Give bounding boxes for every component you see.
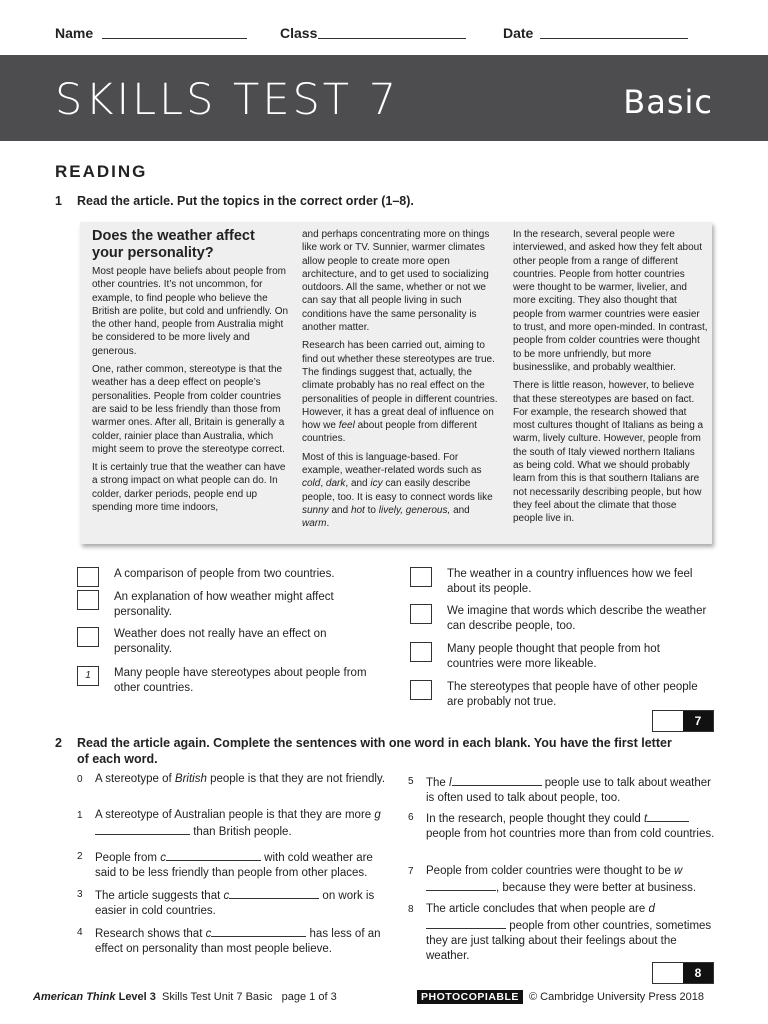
question-instruction: Read the article again. Complete the sentences with one word in each blank. You have the first letter of each word. <box>77 736 672 766</box>
topic-text: Weather does not really have an effect on personality. <box>114 628 327 655</box>
answer-blank[interactable] <box>426 917 506 929</box>
question-number: 1 <box>55 194 62 208</box>
answer-blank[interactable] <box>211 925 306 937</box>
copyright: © Cambridge University Press 2018 <box>529 991 705 1003</box>
article-paragraph: Most people have beliefs about people from other countries. It’s not uncommon, for example, to find people who believe the British are polite, but cold and unfriendly. On the other hand, people from Australia might be considered to be more lively and generous. <box>92 266 289 357</box>
answer-blank[interactable] <box>166 849 261 861</box>
article-title: Does the weather affect your personality? <box>92 228 255 261</box>
title-banner <box>0 55 768 141</box>
article-paragraph: Research has been carried out, aiming to find out whether these stereotypes are true. The findings suggest that, actually, the climate probably has no real effect on the personalities of people in different countries. However, it has a great deal of influence on how we feel about people from different countries. <box>302 340 498 445</box>
answer-blank[interactable] <box>95 823 190 835</box>
article-paragraph: There is little reason, however, to believe that these stereotypes are based on fact. For example, the research showed that most cultures thought of Italians as being a warm, lively culture. However, people from the south of Italy viewed northern Italians as being cold. What we should probably learn from this is that southern Italians are not necessarily describing people, but how they feel about the climate that those people live in. <box>513 380 704 525</box>
example-answer: British <box>174 773 207 785</box>
answer-box[interactable] <box>410 642 432 662</box>
answer-box[interactable] <box>410 604 432 624</box>
class-label: Class <box>280 25 318 41</box>
unit-label: Skills Test Unit 7 Basic <box>162 991 273 1003</box>
article-paragraph: One, rather common, stereotype is that the weather has a deep effect on people’s personalities. People from colder countries are said to be less friendly than those from warmer ones. After all, Britain is generally a colder, rainier place than Australia, which might seem to prove the stereotype correct. <box>92 364 285 455</box>
score-total: 8 <box>683 963 713 983</box>
topic-text: The weather in a country influences how we feel about its people. <box>447 568 693 595</box>
article-paragraph: It is certainly true that the weather can have a strong impact on what people can do. In colder, darker periods, people end up spending more time indoors, <box>92 462 286 514</box>
topic-text: Many people have stereotypes about people from other countries. <box>114 667 367 694</box>
question-number: 2 <box>55 736 62 750</box>
article-column-1 <box>92 228 290 519</box>
question-instruction: Read the article. Put the topics in the correct order (1–8). <box>77 194 414 208</box>
level-label: Basic <box>623 83 713 121</box>
topic-text: A comparison of people from two countries. <box>114 568 335 580</box>
article-paragraph: In the research, several people were interviewed, and asked how they felt about other people from a range of different countries. People from hotter countries were thought to be warmer, livelier, and more exciting. They also thought that people from warmer countries were easier to trust, and more open-minded. In contrast, people from colder countries were thought to be more unfriendly, but more businesslike, and probably wealthier. <box>513 229 708 373</box>
topic-text: The stereotypes that people have of other people are probably not true. <box>447 681 698 708</box>
section-title: READING <box>55 162 148 181</box>
photocopiable-badge: PHOTOCOPIABLE <box>417 990 523 1004</box>
name-label: Name <box>55 25 94 41</box>
class-field-line[interactable] <box>318 38 466 39</box>
book-title: American Think <box>33 991 116 1003</box>
answer-blank[interactable] <box>229 887 319 899</box>
answer-box[interactable] <box>77 567 99 587</box>
answer-blank[interactable] <box>452 774 542 786</box>
answer-blank[interactable] <box>426 879 496 891</box>
article-paragraph: Most of this is language-based. For example, weather-related words such as cold, dark, and icy can easily describe people, too. It is easy to connect words like sunny and hot to lively, generous, and warm. <box>302 451 493 530</box>
answer-box[interactable] <box>77 590 99 610</box>
date-field-line[interactable] <box>540 38 688 39</box>
answer-box[interactable] <box>77 627 99 647</box>
answer-blank[interactable] <box>647 810 689 822</box>
answer-box[interactable] <box>410 680 432 700</box>
article-column-3 <box>513 228 708 531</box>
topic-text: An explanation of how weather might affect personality. <box>114 591 334 618</box>
article-box <box>80 222 712 544</box>
book-level: Level 3 <box>118 991 156 1003</box>
score-box[interactable] <box>652 962 714 984</box>
answer-box[interactable] <box>410 567 432 587</box>
name-field-line[interactable] <box>102 38 247 39</box>
topic-text: We imagine that words which describe the weather can describe people, too. <box>447 605 707 632</box>
topic-text: Many people thought that people from hot countries were more likeable. <box>447 643 660 670</box>
footer-info <box>33 991 337 1003</box>
page-title: SKILLS TEST 7 <box>55 75 400 125</box>
score-box[interactable] <box>652 710 714 732</box>
answer-box[interactable]: 1 <box>77 666 99 686</box>
date-label: Date <box>503 25 534 41</box>
article-column-2 <box>302 228 498 536</box>
score-total: 7 <box>683 711 713 731</box>
article-paragraph: and perhaps concentrating more on things like work or TV. Sunnier, warmer climates allow people to create more open architecture, and to get used to socializing outdoors. All the same, whether or not we can say that all people living in such conditions have the same personality is another matter. <box>302 229 490 334</box>
page-number: page 1 of 3 <box>281 991 337 1003</box>
